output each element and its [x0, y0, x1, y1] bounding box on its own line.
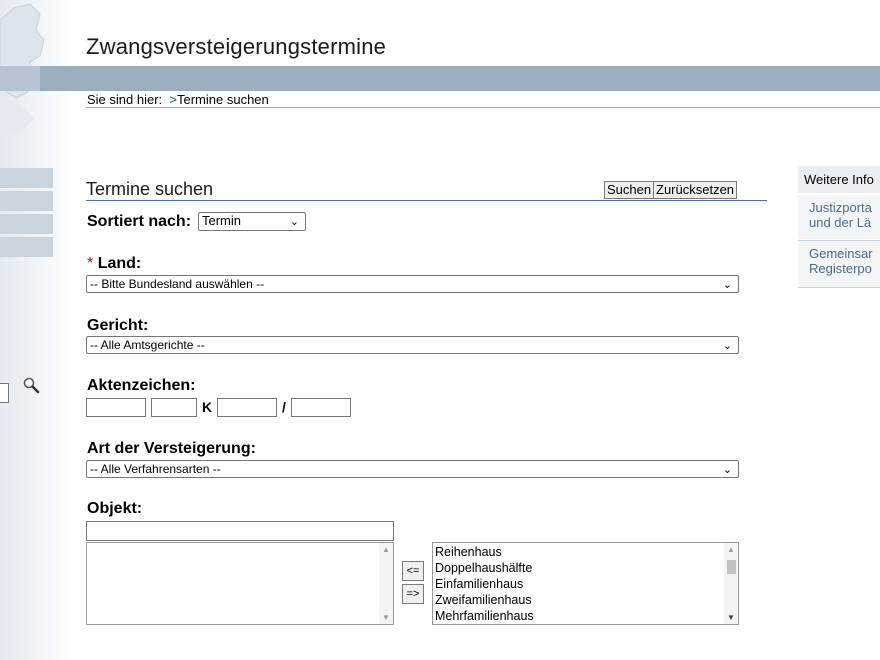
art-label: Art der Versteigerung: [87, 440, 256, 457]
side-nav-item-4[interactable] [0, 237, 53, 257]
objekt-available-list[interactable] [432, 542, 739, 625]
info-box-title: Weitere Info [798, 166, 880, 193]
selected-list-scrollbar[interactable] [379, 543, 393, 624]
info-link-line[interactable]: Gemeinsar [809, 246, 873, 261]
header-band [0, 66, 880, 91]
info-link-line[interactable]: und der Lä [809, 215, 872, 230]
aktenzeichen-label: Aktenzeichen: [87, 377, 196, 394]
side-search-input[interactable] [0, 383, 9, 403]
side-nav-item-1[interactable] [0, 168, 53, 188]
land-select-value: -- Bitte Bundesland auswählen -- [90, 277, 265, 291]
gericht-label: Gericht: [87, 317, 149, 334]
breadcrumb-arrow: > [169, 92, 177, 107]
header-band-left [0, 66, 40, 91]
chevron-down-icon: ⌄ [722, 464, 732, 476]
sort-select-value: Termin [202, 213, 242, 228]
magnifier-icon[interactable] [22, 376, 42, 396]
list-item[interactable]: Einfamilienhaus [435, 577, 524, 591]
gericht-select[interactable] [86, 336, 739, 354]
info-divider [798, 287, 880, 288]
list-item[interactable]: Mehrfamilienhaus [435, 609, 534, 623]
reset-button[interactable]: Zurücksetzen [653, 181, 737, 199]
move-right-button[interactable]: => [402, 584, 424, 604]
aktenzeichen-slash: / [282, 399, 286, 415]
sort-select[interactable] [198, 212, 306, 231]
scroll-up-icon[interactable]: ▲ [382, 545, 390, 554]
page-title: Zwangsversteigerungstermine [86, 34, 387, 59]
list-item[interactable]: Reihenhaus [435, 545, 502, 559]
chevron-down-icon: ⌄ [722, 279, 732, 291]
scroll-thumb[interactable] [727, 560, 736, 574]
info-link-registerportal[interactable] [798, 241, 880, 287]
scroll-down-icon[interactable]: ▼ [382, 613, 390, 622]
sort-label: Sortiert nach: [87, 213, 192, 230]
chevron-down-icon: ⌄ [289, 216, 299, 228]
objekt-label: Objekt: [87, 500, 143, 517]
info-link-justizportal[interactable] [798, 195, 880, 239]
gericht-select-value: -- Alle Amtsgerichte -- [90, 338, 205, 352]
chevron-down-icon: ⌄ [722, 340, 732, 352]
objekt-selected-list[interactable] [86, 542, 394, 625]
aktenzeichen-field-2[interactable] [151, 398, 197, 417]
scroll-up-icon[interactable]: ▲ [727, 545, 735, 554]
land-label-text: Land: [97, 255, 142, 272]
list-item[interactable]: Zweifamilienhaus [435, 593, 532, 607]
required-marker: * [87, 255, 94, 272]
art-select[interactable] [86, 460, 739, 478]
land-select[interactable] [86, 275, 739, 293]
move-left-button[interactable]: <= [402, 561, 424, 581]
info-link-line[interactable]: Justizporta [809, 200, 872, 215]
aktenzeichen-field-1[interactable] [86, 398, 146, 417]
side-nav-item-3[interactable] [0, 214, 53, 234]
land-label [87, 255, 141, 273]
aktenzeichen-field-3[interactable] [217, 398, 277, 417]
section-divider [86, 200, 767, 201]
section-title: Termine suchen [86, 179, 214, 199]
info-link-line[interactable]: Registerpo [809, 261, 872, 276]
objekt-filter-input[interactable] [86, 521, 394, 541]
breadcrumb-current[interactable]: Termine suchen [176, 92, 269, 107]
art-select-value: -- Alle Verfahrensarten -- [90, 462, 221, 476]
breadcrumb [87, 92, 269, 107]
breadcrumb-prefix: Sie sind hier: [87, 92, 163, 107]
available-list-scrollbar[interactable] [724, 543, 738, 624]
aktenzeichen-k-label: K [202, 399, 213, 415]
scroll-down-icon[interactable]: ▼ [727, 613, 735, 622]
aktenzeichen-field-4[interactable] [291, 398, 351, 417]
list-item[interactable]: Doppelhaushälfte [435, 561, 533, 575]
breadcrumb-divider [86, 107, 880, 108]
search-button[interactable]: Suchen [604, 181, 654, 199]
side-nav-item-2[interactable] [0, 191, 53, 211]
